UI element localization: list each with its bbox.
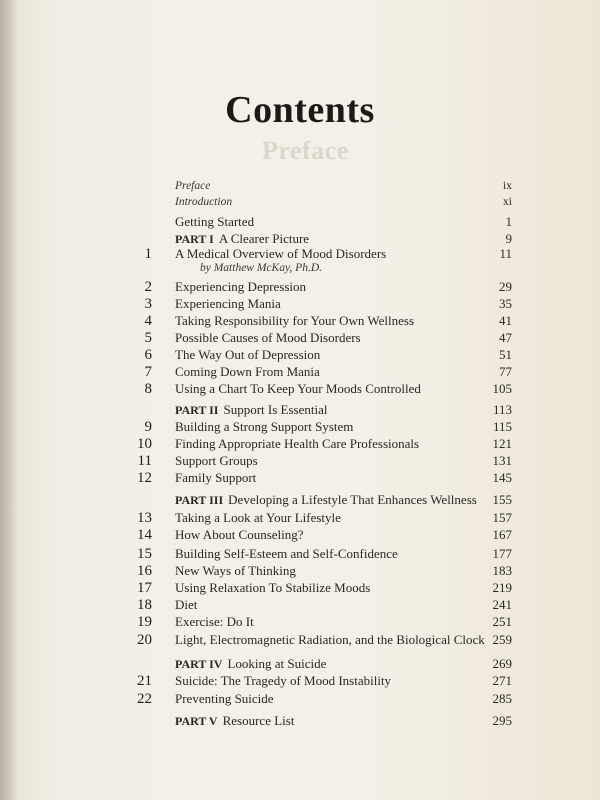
entry-title-text: Introduction — [175, 196, 233, 208]
chapter-number: 5 — [144, 330, 152, 346]
page-number: 183 — [492, 563, 512, 578]
entry-title-text: How About Counseling? — [175, 527, 304, 542]
toc-entry — [0, 470, 600, 486]
chapter-number: 8 — [144, 381, 152, 397]
toc-entry — [0, 453, 600, 469]
toc-entry — [0, 246, 600, 274]
entry-title — [175, 614, 254, 630]
page-title: Contents — [225, 89, 375, 131]
entry-title-text: Family Support — [175, 470, 257, 485]
part-label: PART IV — [175, 657, 223, 671]
entry-title-text: Resource List — [222, 713, 295, 728]
part-label: PART V — [175, 714, 218, 728]
entry-title-text: Developing a Lifestyle That Enhances Wellness — [228, 492, 477, 507]
entry-title — [175, 470, 256, 486]
page-number: 51 — [499, 347, 512, 362]
entry-title-text: Getting Started — [175, 214, 255, 229]
entry-title-text: Building a Strong Support System — [175, 419, 354, 434]
page-number: 41 — [499, 313, 512, 328]
toc-entry — [0, 419, 600, 435]
entry-title — [175, 364, 320, 380]
part-label: PART I — [175, 232, 214, 246]
chapter-number: 17 — [137, 580, 152, 596]
toc-entry — [0, 691, 600, 707]
page-number: 11 — [499, 246, 512, 261]
toc-entry — [0, 510, 600, 526]
chapter-number: 19 — [137, 614, 152, 630]
entry-title-text: Taking Responsibility for Your Own Wellness — [175, 313, 415, 328]
toc-entry — [0, 214, 600, 230]
chapter-number: 20 — [137, 632, 152, 648]
chapter-number: 10 — [137, 436, 152, 452]
entry-title — [175, 597, 197, 613]
toc-entry — [0, 546, 600, 562]
part-heading — [175, 231, 309, 247]
page-number: ix — [503, 180, 512, 192]
page-number: 271 — [492, 673, 512, 688]
entry-title-text: Support Is Essential — [223, 402, 328, 417]
page-number: 295 — [492, 713, 512, 728]
toc-entry — [0, 178, 600, 194]
entry-title-text: Using a Chart To Keep Your Moods Controlled — [175, 381, 421, 396]
show-through-text: Preface — [262, 136, 349, 165]
part-heading — [175, 656, 326, 672]
page-number: 157 — [492, 510, 512, 525]
page-number: 105 — [492, 381, 512, 396]
page-number: 121 — [492, 436, 512, 451]
entry-title — [175, 246, 386, 262]
page-number: 259 — [492, 632, 512, 647]
toc-entry — [0, 632, 600, 648]
part-heading — [175, 713, 294, 729]
entry-title-text: A Clearer Picture — [218, 231, 310, 246]
entry-title-text: The Way Out of Depression — [175, 347, 321, 362]
entry-title-text: Possible Causes of Mood Disorders — [175, 330, 361, 345]
chapter-number: 14 — [137, 527, 152, 543]
entry-title — [175, 347, 320, 363]
page-number: 115 — [492, 419, 512, 434]
part-heading — [175, 492, 477, 508]
page-number: 251 — [492, 614, 512, 629]
toc-entry — [0, 194, 600, 210]
entry-title — [175, 673, 391, 689]
entry-title-text: Building Self-Esteem and Self-Confidence — [175, 546, 398, 561]
page-number: 269 — [492, 656, 512, 671]
entry-title — [175, 214, 254, 230]
part-heading — [175, 402, 327, 418]
entry-title-text: Light, Electromagnetic Radiation, and the Biological Clock — [175, 632, 485, 647]
entry-title-text: Experiencing Mania — [175, 296, 281, 311]
page-number: 77 — [499, 364, 512, 379]
page-number: 1 — [505, 214, 512, 229]
entry-title — [175, 381, 421, 397]
chapter-number: 16 — [137, 563, 152, 579]
entry-title — [175, 691, 274, 707]
page-number: 9 — [505, 231, 512, 246]
entry-title — [175, 313, 414, 329]
page-number: 167 — [492, 527, 512, 542]
page-number: 285 — [492, 691, 512, 706]
entry-title-text: New Ways of Thinking — [175, 563, 296, 578]
chapter-number: 22 — [137, 691, 152, 707]
entry-title-text: A Medical Overview of Mood Disorders — [175, 246, 387, 261]
toc-entry — [0, 597, 600, 613]
entry-title — [175, 330, 361, 346]
entry-title-text: Diet — [175, 597, 198, 612]
page-number: 145 — [492, 470, 512, 485]
toc-entry — [0, 313, 600, 329]
part-label: PART III — [175, 493, 224, 507]
entry-title-text: Exercise: Do It — [175, 614, 254, 629]
page-number: 29 — [499, 279, 512, 294]
chapter-number: 1 — [144, 246, 152, 262]
page-number: 219 — [492, 580, 512, 595]
entry-title — [175, 510, 341, 526]
toc-entry — [0, 580, 600, 596]
chapter-number: 6 — [144, 347, 152, 363]
entry-title — [175, 453, 258, 469]
toc-entry — [0, 231, 600, 247]
entry-title — [175, 580, 370, 596]
toc-entry — [0, 296, 600, 312]
entry-title-text: Finding Appropriate Health Care Professionals — [175, 436, 420, 451]
chapter-number: 9 — [144, 419, 152, 435]
chapter-number: 11 — [137, 453, 152, 469]
entry-title — [175, 279, 306, 295]
page-number: 35 — [499, 296, 512, 311]
entry-title — [175, 419, 353, 435]
entry-title-text: Taking a Look at Your Lifestyle — [175, 510, 341, 525]
page-number: 113 — [492, 402, 512, 417]
toc-entry — [0, 614, 600, 630]
toc-entry — [0, 563, 600, 579]
entry-title — [175, 436, 419, 452]
entry-title — [175, 527, 304, 543]
page-number: 47 — [499, 330, 512, 345]
entry-title — [175, 563, 296, 579]
chapter-number: 2 — [144, 279, 152, 295]
chapter-number: 12 — [137, 470, 152, 486]
toc-entry — [0, 436, 600, 452]
page-number: xi — [503, 196, 512, 208]
toc-entry — [0, 330, 600, 346]
toc-entry — [0, 527, 600, 543]
entry-title-text: Preventing Suicide — [175, 691, 274, 706]
entry-title — [175, 296, 281, 312]
toc-entry — [0, 364, 600, 380]
toc-entry — [0, 492, 600, 508]
page-number: 131 — [492, 453, 512, 468]
chapter-number: 4 — [144, 313, 152, 329]
toc-entry — [0, 673, 600, 689]
entry-title — [175, 632, 485, 648]
entry-title-text: Support Groups — [175, 453, 258, 468]
part-label: PART II — [175, 403, 219, 417]
entry-title — [175, 178, 210, 194]
toc-entry — [0, 402, 600, 418]
chapter-number: 21 — [137, 673, 152, 689]
toc-entry — [0, 347, 600, 363]
chapter-number: 7 — [144, 364, 152, 380]
entry-title — [175, 546, 398, 562]
toc-entry — [0, 713, 600, 729]
chapter-number: 18 — [137, 597, 152, 613]
entry-title — [175, 194, 232, 210]
entry-title-text: Using Relaxation To Stabilize Moods — [175, 580, 371, 595]
entry-author: by Matthew McKay, Ph.D. — [200, 262, 323, 274]
entry-title-text: Suicide: The Tragedy of Mood Instability — [175, 673, 392, 688]
entry-title-text: Experiencing Depression — [175, 279, 307, 294]
toc-entry — [0, 381, 600, 397]
page-number: 155 — [492, 492, 512, 507]
page-number: 241 — [492, 597, 512, 612]
entry-title-text: Looking at Suicide — [227, 656, 327, 671]
chapter-number: 3 — [144, 296, 152, 312]
entry-title-text: Preface — [175, 180, 211, 192]
chapter-number: 13 — [137, 510, 152, 526]
page-number: 177 — [492, 546, 512, 561]
chapter-number: 15 — [137, 546, 152, 562]
toc-entry — [0, 279, 600, 295]
entry-title-text: Coming Down From Mania — [175, 364, 320, 379]
toc-entry — [0, 656, 600, 672]
